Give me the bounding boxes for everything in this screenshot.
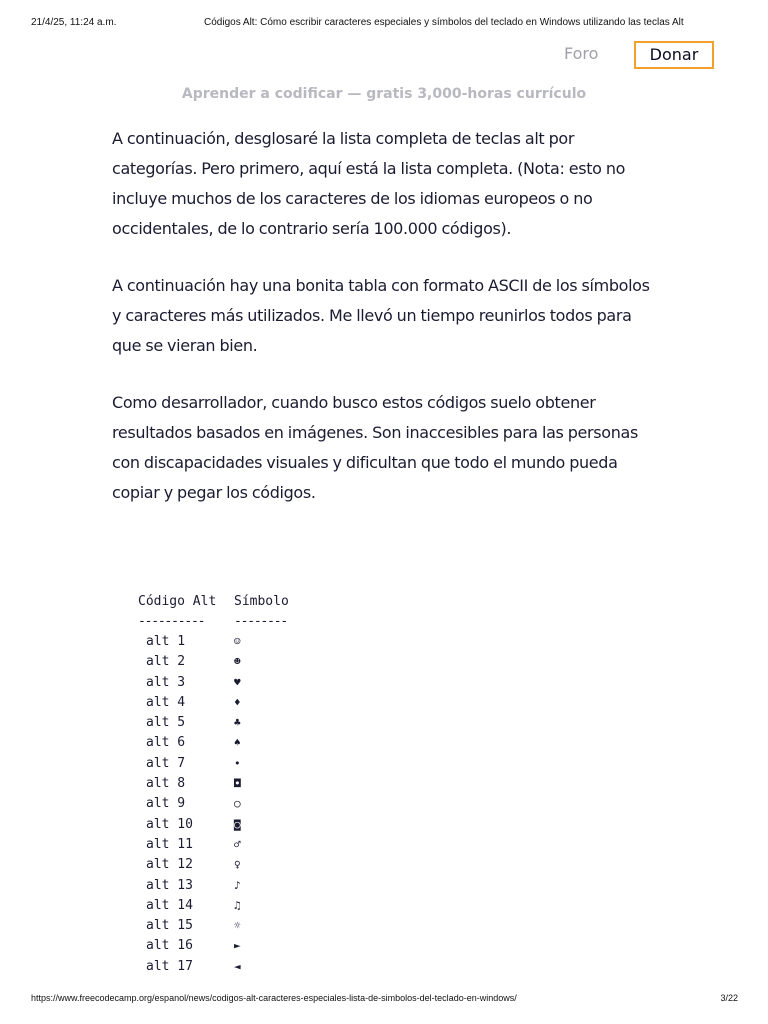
alt-symbol: ♀ — [234, 858, 241, 872]
separator-code: ---------- — [138, 614, 205, 629]
table-row — [138, 754, 289, 774]
header-code-alt: Código Alt — [138, 594, 217, 609]
alt-symbol: ○ — [234, 797, 241, 811]
table-row — [138, 896, 289, 916]
table-row — [138, 957, 289, 977]
table-row — [138, 673, 289, 693]
alt-code: alt 2 — [146, 654, 186, 670]
table-row — [138, 794, 289, 814]
separator-symbol: -------- — [234, 614, 288, 629]
table-row — [138, 855, 289, 875]
article-paragraph: Como desarrollador, cuando busco estos códigos suelo obtener resultados basados en imágenes. Son inaccesibles para las personas con discapacidades visuales y dificultan que todo el mundo pueda copiar y pegar los códigos. — [112, 393, 638, 502]
table-row — [138, 774, 289, 794]
alt-code: alt 5 — [146, 715, 186, 731]
alt-symbol: ► — [234, 939, 241, 953]
alt-code: alt 8 — [146, 776, 186, 792]
article-body — [112, 124, 652, 535]
alt-symbol: ☺ — [234, 635, 241, 648]
donate-button[interactable]: Donar — [634, 41, 714, 69]
code-table-separator — [138, 612, 289, 632]
table-row — [138, 693, 289, 713]
table-row — [138, 652, 289, 672]
print-date: 21/4/25, 11:24 a.m. — [31, 17, 117, 28]
alt-symbol: ◙ — [234, 817, 241, 831]
alt-symbol: ◄ — [234, 959, 241, 973]
alt-code: alt 16 — [146, 938, 193, 954]
alt-symbol: ☼ — [234, 919, 241, 933]
alt-code: alt 14 — [146, 897, 193, 913]
table-row — [138, 632, 289, 652]
alt-code: alt 1 — [146, 634, 186, 649]
alt-code: alt 10 — [146, 816, 193, 832]
alt-symbol: ♫ — [234, 898, 241, 912]
alt-code: alt 6 — [146, 735, 186, 751]
alt-code: alt 3 — [146, 674, 186, 690]
promo-banner[interactable]: Aprender a codificar — gratis 3,000-horas currículo — [181, 86, 587, 102]
alt-symbol: ☻ — [234, 655, 241, 669]
page-number: 3/22 — [720, 993, 738, 1003]
print-footer — [0, 993, 768, 1009]
code-table-rows — [138, 632, 289, 977]
alt-symbol: ♠ — [234, 736, 241, 750]
table-row — [138, 876, 289, 896]
article-paragraph: A continuación, desglosaré la lista completa de teclas alt por categorías. Pero primero, aquí está la lista completa. (Nota: esto no incluye muchos de los caracteres de los idiomas europeos o no occidentales, de lo contrario sería 100.000 códigos). — [112, 129, 626, 238]
alt-code: alt 4 — [146, 694, 186, 710]
alt-symbol: ♂ — [234, 837, 241, 851]
alt-code-table — [138, 592, 289, 977]
alt-symbol: ♣ — [234, 716, 241, 730]
nav-link-forum[interactable]: Foro — [564, 44, 599, 63]
alt-code: alt 11 — [146, 836, 193, 852]
alt-code: alt 13 — [146, 877, 193, 893]
table-row — [138, 835, 289, 855]
code-table-header — [138, 592, 289, 612]
alt-code: alt 9 — [146, 796, 186, 812]
table-row — [138, 713, 289, 733]
table-row — [138, 936, 289, 956]
alt-symbol: ♪ — [234, 878, 241, 892]
print-header — [0, 17, 768, 33]
article-paragraph: A continuación hay una bonita tabla con formato ASCII de los símbolos y caracteres más utilizados. Me llevó un tiempo reunirlos todos para que se vieran bien. — [112, 276, 650, 355]
alt-code: alt 15 — [146, 918, 193, 934]
alt-symbol: ◘ — [234, 777, 241, 791]
alt-symbol: ♥ — [234, 675, 241, 689]
table-row — [138, 733, 289, 753]
alt-code: alt 17 — [146, 958, 193, 974]
table-row — [138, 815, 289, 835]
table-row — [138, 916, 289, 936]
header-symbol: Símbolo — [234, 594, 289, 609]
print-document-title: Códigos Alt: Cómo escribir caracteres especiales y símbolos del teclado en Windows utilizando las teclas Alt — [204, 17, 684, 28]
print-url: https://www.freecodecamp.org/espanol/news/codigos-alt-caracteres-especiales-lista-de-simbolos-del-teclado-en-windows/ — [31, 993, 517, 1003]
alt-code: alt 12 — [146, 857, 193, 873]
alt-code: alt 7 — [146, 755, 186, 771]
alt-symbol: ♦ — [234, 695, 241, 709]
alt-symbol: • — [234, 756, 241, 770]
